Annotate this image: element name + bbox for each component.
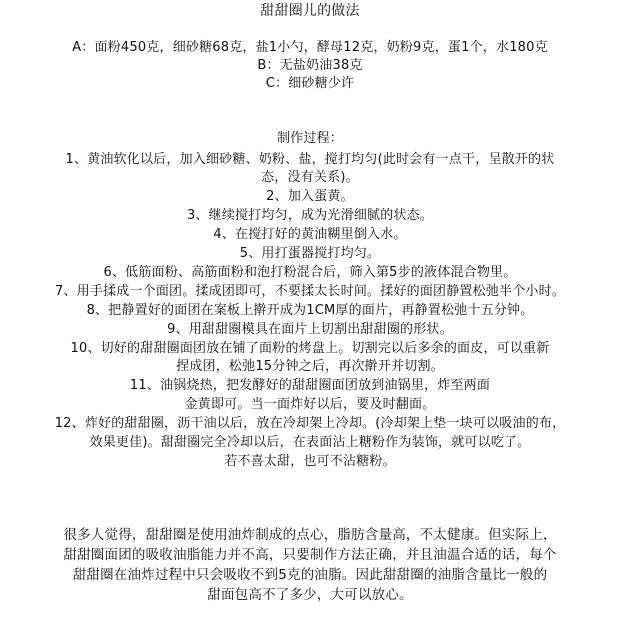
step-line: 9、用甜甜圈模具在面片上切割出甜甜圈的形状。	[167, 322, 453, 337]
step-line: 2、加入蛋黄。	[266, 189, 354, 204]
note-line: 甜面包高不了多少，大可以放心。	[207, 587, 413, 603]
step-line: 6、低筋面粉、高筋面粉和泡打粉混合后，筛入第5步的液体混合物里。	[103, 265, 517, 280]
step-line: 10、切好的甜甜圈面团放在铺了面粉的烤盘上。切割完以后多余的面皮，可以重新	[70, 341, 550, 356]
step-line: 4、在搅打好的黄油糊里倒入水。	[213, 227, 407, 242]
step-line: 11、油锅烧热，把发酵好的甜甜圈面团放到油锅里，炸至两面	[129, 378, 491, 393]
ingredient-b: B：无盐奶油38克	[257, 58, 363, 73]
note-line: 甜甜圈面团的吸收油脂能力并不高，只要制作方法正确，并且油温合适的话，每个	[63, 547, 557, 563]
step-line: 态，没有关系)。	[261, 170, 359, 185]
note-line: 很多人觉得，甜甜圈是使用油炸制成的点心，脂肪含量高，不太健康。但实际上，	[63, 527, 557, 543]
note-line: 甜甜圈在油炸过程中只会吸收不到5克的油脂。因此甜甜圈的油脂含量比一般的	[72, 567, 548, 583]
step-line: 7、用手揉成一个面团。揉成团即可，不要揉太长时间。揉好的面团静置松弛半个小时。	[54, 284, 566, 299]
step-line: 8、把静置好的面团在案板上擀开成为1CM厚的面片，再静置松弛十五分钟。	[86, 303, 534, 318]
step-line: 效果更佳)。甜甜圈完全冷却以后，在表面沾上糖粉作为装饰，就可以吃了。	[89, 435, 531, 450]
step-line: 金黄即可。当一面炸好以后，要及时翻面。	[184, 397, 436, 412]
step-line: 3、继续搅打均匀，成为光滑细腻的状态。	[186, 208, 434, 223]
process-heading: 制作过程：	[276, 131, 343, 146]
ingredient-a: A：面粉450克，细砂糖68克，盐1小勺，酵母12克，奶粉9克，蛋1个，水180克	[72, 40, 548, 55]
ingredient-c: C：细砂糖少许	[265, 76, 355, 91]
step-line: 1、黄油软化以后，加入细砂糖、奶粉、盐，搅打均匀(此时会有一点干，呈散开的状	[65, 152, 555, 167]
step-line: 若不喜太甜，也可不沾糖粉。	[224, 454, 396, 469]
step-line: 捏成团，松弛15分钟之后，再次擀开并切割。	[176, 359, 444, 374]
step-line: 5、用打蛋器搅打均匀。	[239, 246, 381, 261]
page-title: 甜甜圈儿的做法	[260, 3, 360, 19]
step-line: 12、炸好的甜甜圈，沥干油以后，放在冷却架上冷却。(冷却架上垫一块可以吸油的布，	[54, 416, 566, 431]
